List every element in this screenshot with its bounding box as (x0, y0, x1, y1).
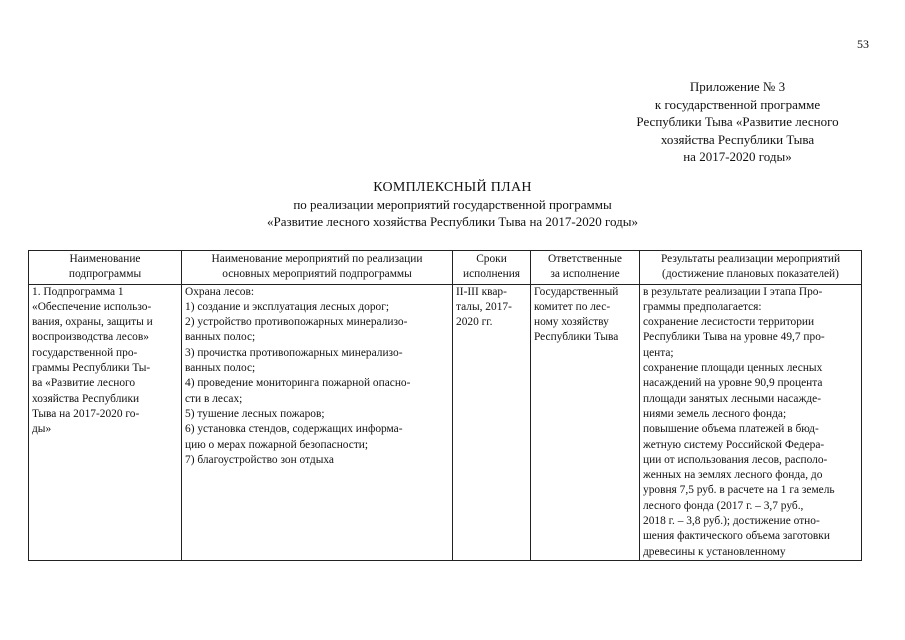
cell-activities: Охрана лесов: 1) создание и эксплуатация лесных дорог; 2) устройство противопожарных минерализо- ванных полос; 3) прочистка противопожарных минерализо- ванных полос; 4) проведение мониторинга пожарной опасно- сти в лесах; 5) тушение лесных пожаров; 6) установка стендов, содержащих информа- цию о мерах пожарной безопасности; 7) благоустройство зон отдыха (182, 284, 453, 560)
appendix-line: Республики Тыва «Развитие лесного (636, 114, 839, 129)
header-terms: Сроки исполнения (453, 251, 531, 285)
cell-terms: II-III квар- талы, 2017- 2020 гг. (453, 284, 531, 560)
title-program-name: «Развитие лесного хозяйства Республики Тыва на 2017-2020 годы» (267, 214, 638, 229)
appendix-note (560, 78, 905, 166)
title-main: КОМПЛЕКСНЫЙ ПЛАН (373, 180, 532, 195)
appendix-line: Приложение № 3 (689, 79, 786, 94)
header-subprogram: Наименование подпрограммы (29, 251, 182, 285)
cell-results: в результате реализации I этапа Про- граммы предполагается: сохранение лесистости территории Республики Тыва на уровне 49,7 про- цента; сохранение площади ценных лесных насаждений на уровне 90,9 процента площади занятых лесными насажде- ниями земель лесного фонда; повышение объема платежей в бюд- жетную систему Российской Федера- ции от использования лесов, располо- женных на землях лесного фонда, до уровня 7,5 руб. в расчете на 1 га земель лесного фонда (2017 г. – 3,7 руб., 2018 г. – 3,8 руб.); достижение отно- шения фактического объема заготовки древесины к установленному (640, 284, 862, 560)
cell-subprogram: 1. Подпрограмма 1 «Обеспечение использо- вания, охраны, защиты и воспроизводства лесов» государственной про- граммы Республики Ты- ва «Развитие лесного хозяйства Республики Тыва на 2017-2020 го- ды» (29, 284, 182, 560)
table-row (29, 284, 862, 560)
appendix-line: хозяйства Республики Тыва (660, 131, 815, 147)
document-title (0, 179, 905, 230)
title-subtitle: по реализации мероприятий государственной программы (293, 197, 612, 212)
appendix-line: к государственной программе (654, 96, 821, 112)
cell-responsible: Государственный комитет по лес- ному хозяйству Республики Тыва (531, 284, 640, 560)
header-responsible: Ответственные за исполнение (531, 251, 640, 285)
page-number: 53 (857, 37, 869, 51)
plan-table (28, 250, 862, 561)
appendix-line: на 2017-2020 годы» (683, 149, 792, 164)
header-activities: Наименование мероприятий по реализации основных мероприятий подпрограммы (182, 251, 453, 285)
header-results: Результаты реализации мероприятий (достижение плановых показателей) (640, 251, 862, 285)
table-header-row (29, 251, 862, 285)
